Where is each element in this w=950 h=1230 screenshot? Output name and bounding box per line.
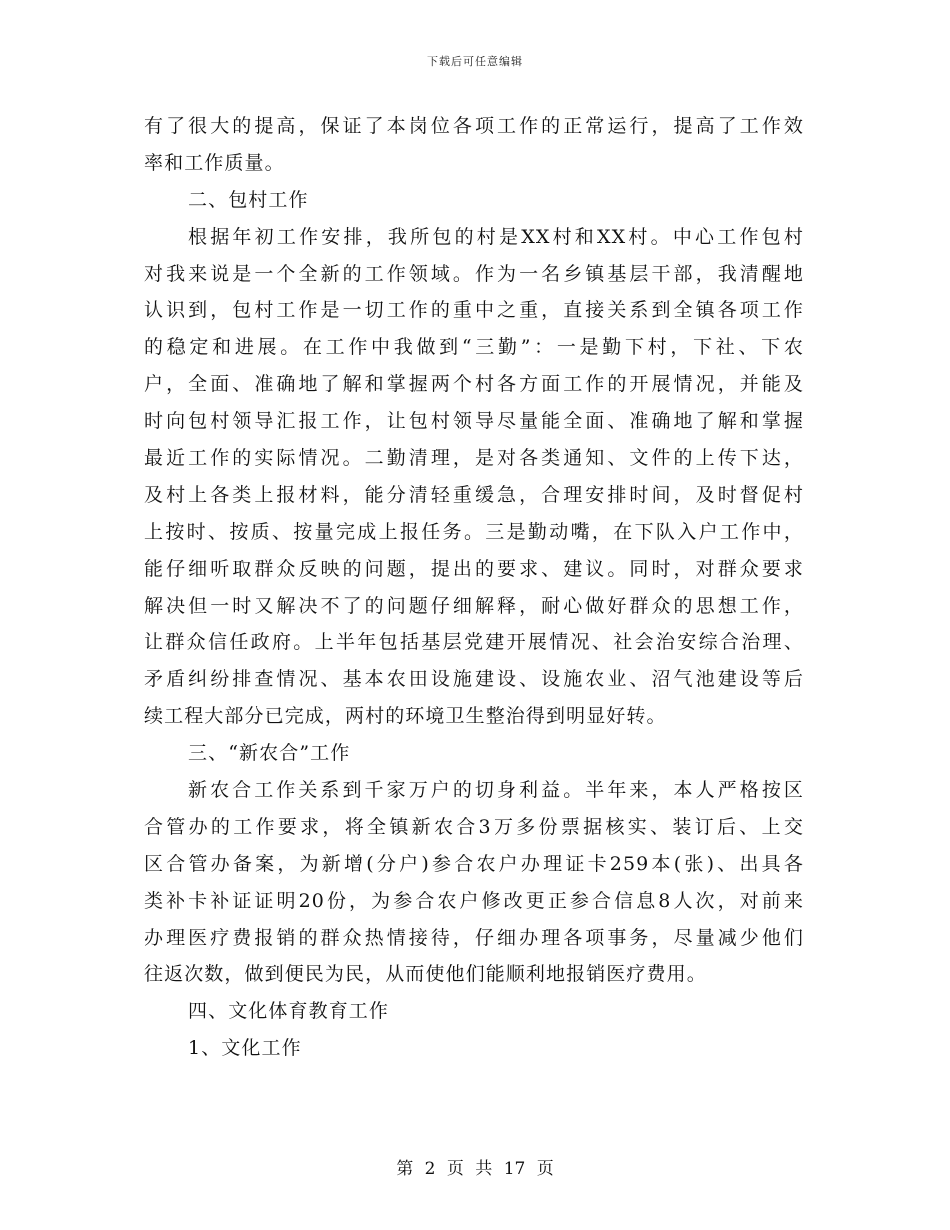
page-header: 下载后可任意编辑	[427, 55, 523, 68]
section-heading: 1、文化工作	[188, 1037, 302, 1060]
page-footer: 第 2 页 共 17 页	[396, 1159, 554, 1179]
paragraph-line: 最近工作的实际情况。二勤清理，是对各类通知、文件的上传下达，	[144, 447, 804, 470]
paragraph-line: 认识到，包村工作是一切工作的重中之重，直接关系到全镇各项工作	[144, 299, 804, 322]
section-heading: 二、包村工作	[188, 188, 309, 211]
paragraph-line: 解决但一时又解决不了的问题仔细解释，耐心做好群众的思想工作，	[144, 594, 804, 617]
document-body	[144, 108, 804, 1067]
paragraph-line: 有了很大的提高，保证了本岗位各项工作的正常运行，提高了工作效	[144, 115, 804, 137]
paragraph-line: 类补卡补证证明20份，为参合农户修改更正参合信息8人次，对前来	[144, 889, 804, 912]
paragraph-line: 新农合工作关系到千家万户的切身利益。半年来，本人严格按区	[188, 779, 804, 802]
paragraph-line: 根据年初工作安排，我所包的村是XX村和XX村。中心工作包村	[188, 225, 804, 248]
paragraph-line: 矛盾纠纷排查情况、基本农田设施建设、设施农业、沼气池建设等后	[144, 668, 804, 691]
paragraph-line: 上按时、按质、按量完成上报任务。三是勤动嘴，在下队入户工作中，	[144, 520, 804, 543]
section-heading: 四、文化体育教育工作	[188, 1000, 390, 1023]
paragraph-line: 率和工作质量。	[144, 151, 285, 174]
paragraph-line: 时向包村领导汇报工作，让包村领导尽量能全面、准确地了解和掌握	[144, 410, 804, 433]
section-heading: 三、“新农合”工作	[188, 742, 351, 765]
paragraph-line: 能仔细听取群众反映的问题，提出的要求、建议。同时，对群众要求	[144, 557, 804, 580]
paragraph-line: 户，全面、准确地了解和掌握两个村各方面工作的开展情况，并能及	[144, 373, 804, 396]
paragraph-line: 区合管办备案，为新增(分户)参合农户办理证卡259本(张)、出具各	[144, 852, 804, 875]
paragraph-line: 让群众信任政府。上半年包括基层党建开展情况、社会治安综合治理、	[144, 631, 804, 654]
paragraph-line: 合管办的工作要求，将全镇新农合3万多份票据核实、装订后、上交	[144, 815, 804, 838]
paragraph-line: 往返次数，做到便民为民，从而使他们能顺利地报销医疗费用。	[144, 963, 707, 986]
paragraph-line: 及村上各类上报材料，能分清轻重缓急，合理安排时间，及时督促村	[144, 483, 804, 506]
paragraph-line: 对我来说是一个全新的工作领域。作为一名乡镇基层干部，我清醒地	[144, 262, 804, 285]
paragraph-line: 续工程大部分已完成，两村的环境卫生整治得到明显好转。	[144, 705, 667, 728]
paragraph-line: 的稳定和进展。在工作中我做到“三勤”：一是勤下村，下社、下农	[144, 336, 804, 359]
paragraph-line: 办理医疗费报销的群众热情接待，仔细办理各项事务，尽量减少他们	[144, 926, 804, 949]
